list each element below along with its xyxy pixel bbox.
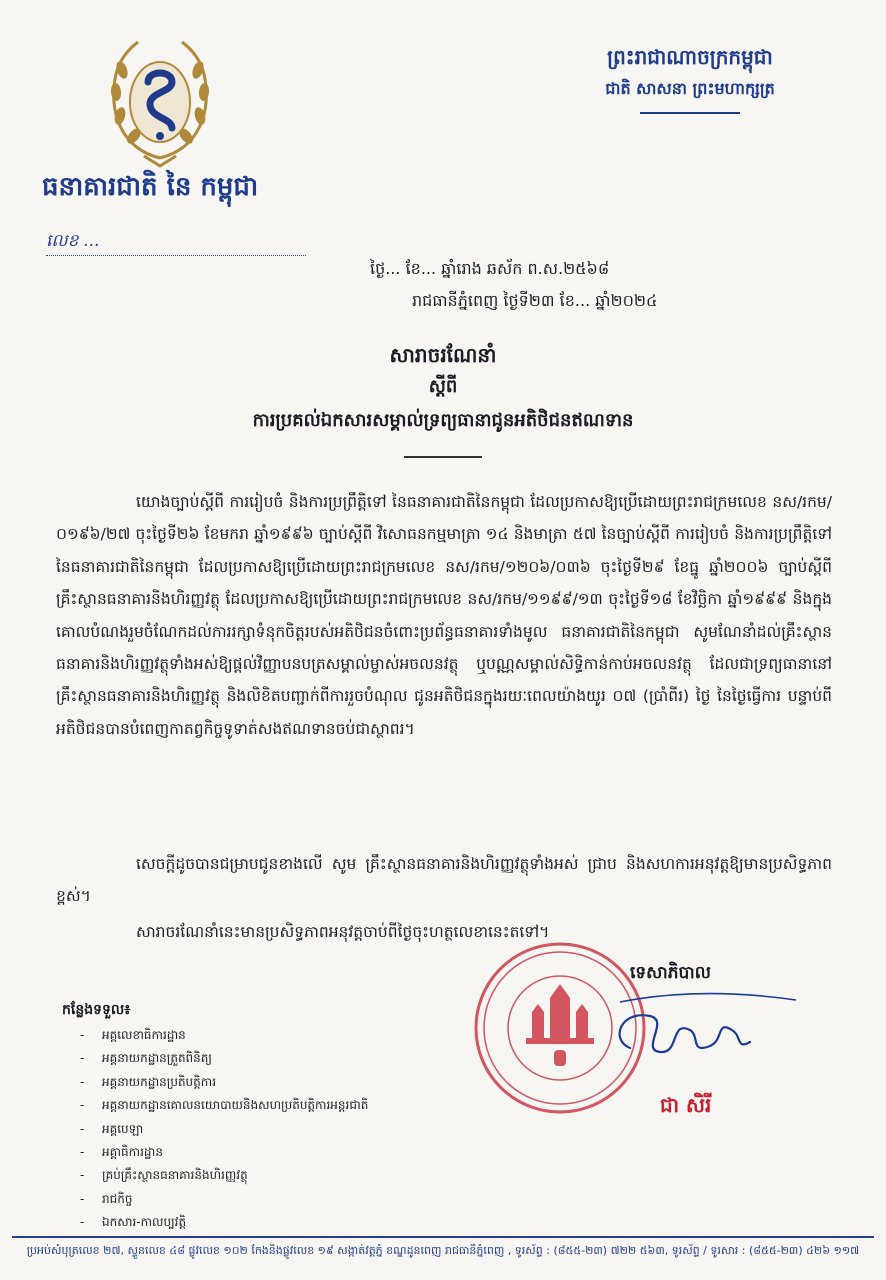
title-about: ស្តីពី	[428, 376, 458, 397]
recipient-item: - អគ្គនាយកដ្ឋានត្រួតពិនិត្យ	[80, 1047, 500, 1070]
document-subject: ការប្រគល់ឯកសារសម្គាល់ទ្រព្យធានាជូនអតិថិជនឥណទាន	[252, 410, 634, 431]
footer-divider	[12, 1236, 874, 1238]
recipient-item: - រាជកិច្ច	[80, 1188, 500, 1211]
kingdom-heading: ព្រះរាជាណាចក្រកម្ពុជា	[607, 45, 773, 69]
body-paragraph-3: សារាចរណែនាំនេះមានប្រសិទ្ធភាពអនុវត្តចាប់ពីថ្ងៃចុះហត្ថលេខានេះតទៅ។	[136, 923, 550, 941]
recipient-item: - អគ្គនាយកដ្ឋានប្រតិបត្តិការ	[80, 1071, 500, 1094]
date-solar: រាជធានីភ្នំពេញ ថ្ងៃទី២៣ ខែ... ឆ្នាំ២០២៤	[412, 291, 658, 310]
document-type-title: សារាចរណែនាំ	[389, 343, 497, 367]
footer-address: ប្រអប់សំបុត្រលេខ ២៧, ស្ទួនលេខ ៤៨ ផ្លូវលេខ ១០២ កែងនិងផ្លូវលេខ ១៩ សង្កាត់វត្តភ្នំ ខណ្ឌដូនពេញ រាជធានីភ្នំពេញ , ទូរស័ព្ទ : (៨៥៥-២៣) ៧២២ ៥៦៣, ទូរស័ព្ទ / ទូរសារ : (៨៥៥-២៣) ៤២៦ ១១៧	[26, 1244, 860, 1257]
recipient-item: - អគ្គាធិការដ្ឋាន	[80, 1141, 500, 1164]
recipient-item: - ឯកសារ-កាលប្បវត្តិ	[80, 1211, 500, 1234]
bank-name: ធនាគារជាតិ នៃ កម្ពុជា	[42, 172, 259, 202]
national-bank-emblem-icon	[100, 30, 220, 170]
date-lunar: ថ្ងៃ... ខែ... ឆ្នាំរោង ឆស័ក ព.ស.២៥៦៨	[370, 259, 610, 278]
body-paragraph-1: យោងច្បាប់ស្តីពី ការរៀបចំ និងការប្រព្រឹត្តិទៅ នៃធនាគារជាតិនៃកម្ពុជា ដែលប្រកាសឱ្យប្រើដោយព្រះរាជក្រមលេខ នស/រកម/០១៩៦/២៧ ចុះថ្ងៃទី២៦ ខែមករា ឆ្នាំ១៩៩៦ ច្បាប់ស្តីពី វិសោធនកម្មមាត្រា ១៤ និងមាត្រា ៥៧ នៃច្បាប់ស្តីពី ការរៀបចំ និងការប្រព្រឹត្តិទៅនៃធនាគារជាតិនៃកម្ពុជា ដែលប្រកាសឱ្យប្រើដោយព្រះរាជក្រមលេខ នស/រកម/១២០៦/០៣៦ ចុះថ្ងៃទី២៩ ខែធ្នូ ឆ្នាំ២០០៦ ច្បាប់ស្តីពី គ្រឹះស្ថានធនាគារនិងហិរញ្ញវត្ថុ ដែលប្រកាសឱ្យប្រើដោយព្រះរាជក្រមលេខ នស/រកម/១១៩៩/១៣ ចុះថ្ងៃទី១៨ ខែវិច្ឆិកា ឆ្នាំ១៩៩៩ និងក្នុងគោលបំណងរួមចំណែកដល់ការរក្សាទំនុកចិត្តរបស់អតិថិជនចំពោះប្រព័ន្ធធនាគារទាំងមូល ធនាគារជាតិនៃកម្ពុជា សូមណែនាំដល់គ្រឹះស្ថានធនាគារនិងហិរញ្ញវត្ថុទាំងអស់ឱ្យផ្តល់វិញ្ញាបនបត្រសម្គាល់ម្ចាស់អចលនវត្ថុ ឬបណ្ណសម្គាល់សិទ្ធិកាន់កាប់អចលនវត្ថុ ដែលជាទ្រព្យធានានៅគ្រឹះស្ថានធនាគារនិងហិរញ្ញវត្ថុ និងលិខិតបញ្ជាក់ពីការរួចបំណុល ជូនអតិថិជនក្នុងរយៈពេលយ៉ាងយូរ ០៧ (ប្រាំពីរ) ថ្ងៃ នៃថ្ងៃធ្វើការ បន្ទាប់ពីអតិថិជនបានបំពេញកាតព្វកិច្ចទូទាត់សងឥណទានចប់ជាស្ថាពរ។	[56, 493, 832, 738]
reference-number: លេខ ...	[46, 230, 306, 256]
handwritten-signature	[600, 990, 800, 1070]
recipient-item: - អគ្គនាយកដ្ឋានគោលនយោបាយនិងសហប្រតិបត្តិការអន្តរជាតិ	[80, 1094, 500, 1117]
recipients-list	[80, 1024, 500, 1235]
recipient-item: - អគ្គលេខាធិការដ្ឋាន	[80, 1024, 500, 1047]
national-motto: ជាតិ សាសនា ព្រះមហាក្សត្រ	[605, 79, 775, 98]
signatory-title: ទេសាភិបាល	[630, 963, 711, 983]
recipient-item: - អគ្គបេឡា	[80, 1118, 500, 1141]
body-paragraph-2: សេចក្តីដូចបានជម្រាបជូនខាងលើ សូម គ្រឹះស្ថានធនាគារនិងហិរញ្ញវត្ថុទាំងអស់ ជ្រាប និងសហការអនុវត្តឱ្យមានប្រសិទ្ធភាពខ្ពស់។	[56, 855, 832, 906]
title-divider	[404, 456, 482, 458]
recipients-heading: កន្លែងទទួល៖	[62, 1002, 131, 1018]
motto-divider	[640, 112, 740, 114]
recipient-item: - គ្រប់គ្រឹះស្ថានធនាគារនិងហិរញ្ញវត្ថុ	[80, 1164, 500, 1187]
signatory-name: ជា សិរី	[660, 1093, 712, 1117]
